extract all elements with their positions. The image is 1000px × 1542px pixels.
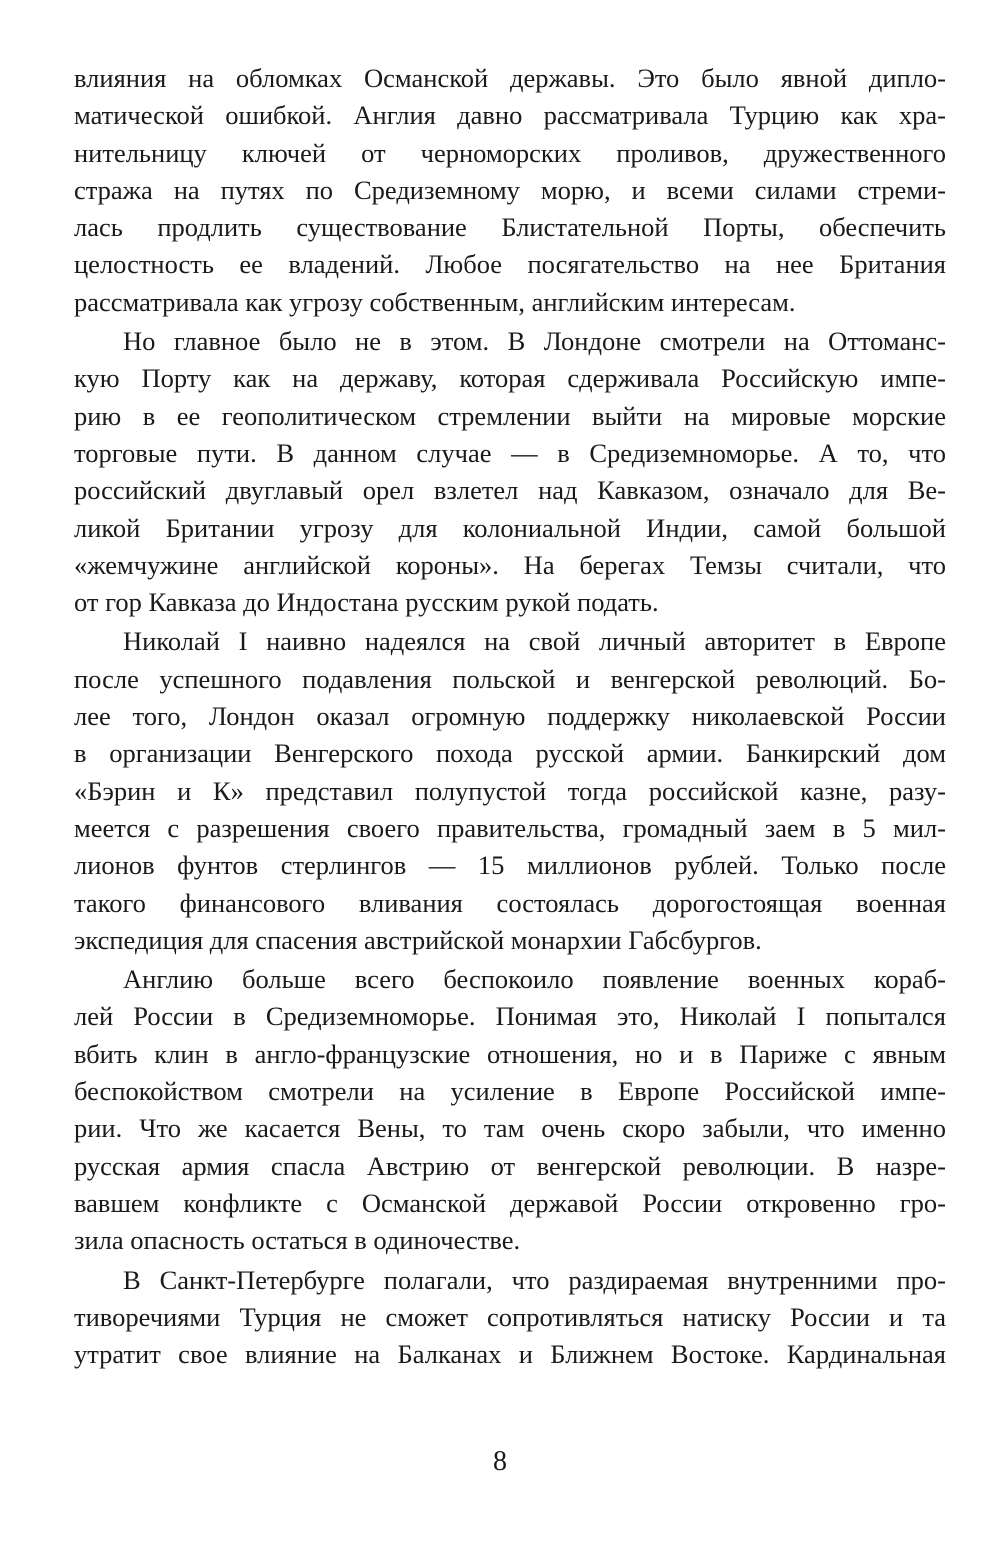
text-line: такого финансового вливания состоялась дорогостоящая военная [74, 887, 946, 918]
text-line: меется с разрешения своего правительства, громадный заем в 5 мил- [74, 812, 946, 843]
text-line: вбить клин в англо-французские отношения, но и в Париже с явным [74, 1038, 946, 1069]
text-line: в организации Венгерского похода русской армии. Банкирский дом [74, 738, 946, 769]
text-line: лей России в Средиземноморье. Понимая это, Николай I попытался [74, 1001, 946, 1032]
text-line: после успешного подавления польской и венгерской революций. Бо- [74, 663, 946, 694]
text-line: утратит свое влияние на Балканах и Ближнем Востоке. Кардинальная [74, 1339, 946, 1370]
text-line: лионов фунтов стерлингов — 15 миллионов рублей. Только после [74, 850, 946, 881]
text-line: матической ошибкой. Англия давно рассматривала Турцию как хра- [74, 100, 946, 131]
text-line: влияния на обломках Османской державы. Это было явной дипло- [74, 63, 946, 93]
text-line: Николай I наивно надеялся на свой личный авторитет в Европе [123, 626, 946, 657]
page-number: 8 [493, 1446, 507, 1477]
text-line: вавшем конфликте с Османской державой России откровенно гро- [74, 1187, 946, 1218]
text-line: лась продлить существование Блистательной Порты, обеспечить [74, 212, 946, 243]
text-line: лее того, Лондон оказал огромную поддержку николаевской России [74, 701, 946, 732]
text-line: стража на путях по Средиземному морю, и всеми силами стреми- [74, 174, 946, 205]
text-line: беспокойством смотрели на усиление в Европе Российской импе- [74, 1076, 946, 1107]
text-line: нительницу ключей от черноморских проливов, дружественного [74, 137, 946, 168]
text-line: тиворечиями Турция не сможет сопротивляться натиску России и та [74, 1301, 946, 1332]
text-line: рассматривала как угрозу собственным, английским интересам. [74, 286, 796, 317]
text-line: экспедиция для спасения австрийской монархии Габсбургов. [74, 924, 762, 955]
text-line: Англию больше всего беспокоило появление военных кораб- [123, 964, 946, 995]
text-line: рию в ее геополитическом стремлении выйти на мировые морские [74, 400, 946, 431]
text-line: Но главное было не в этом. В Лондоне смотрели на Оттоманс- [123, 326, 946, 357]
text-line: В Санкт-Петербурге полагали, что раздираемая внутренними про- [123, 1264, 946, 1295]
text-line: кую Порту как на державу, которая сдерживала Российскую импе- [74, 363, 946, 394]
text-line: рии. Что же касается Вены, то там очень скоро забыли, что именно [74, 1113, 946, 1144]
text-line: «Бэрин и К» представил полупустой тогда российской казне, разу- [74, 775, 946, 806]
text-line: русская армия спасла Австрию от венгерской революции. В назре- [74, 1150, 946, 1181]
body-text [74, 60, 946, 1373]
text-line: ликой Британии угрозу для колониальной Индии, самой большой [74, 512, 946, 543]
text-line: торговые пути. В данном случае — в Средиземноморье. А то, что [74, 437, 946, 468]
text-line: целостность ее владений. Любое посягательство на нее Британия [74, 249, 946, 280]
text-line: российский двуглавый орел взлетел над Кавказом, означало для Ве- [74, 475, 946, 506]
text-line: «жемчужине английской короны». На берегах Темзы считали, что [74, 549, 946, 580]
text-line: зила опасность остаться в одиночестве. [74, 1225, 521, 1256]
text-line: от гор Кавказа до Индостана русским рукой подать. [74, 587, 659, 618]
